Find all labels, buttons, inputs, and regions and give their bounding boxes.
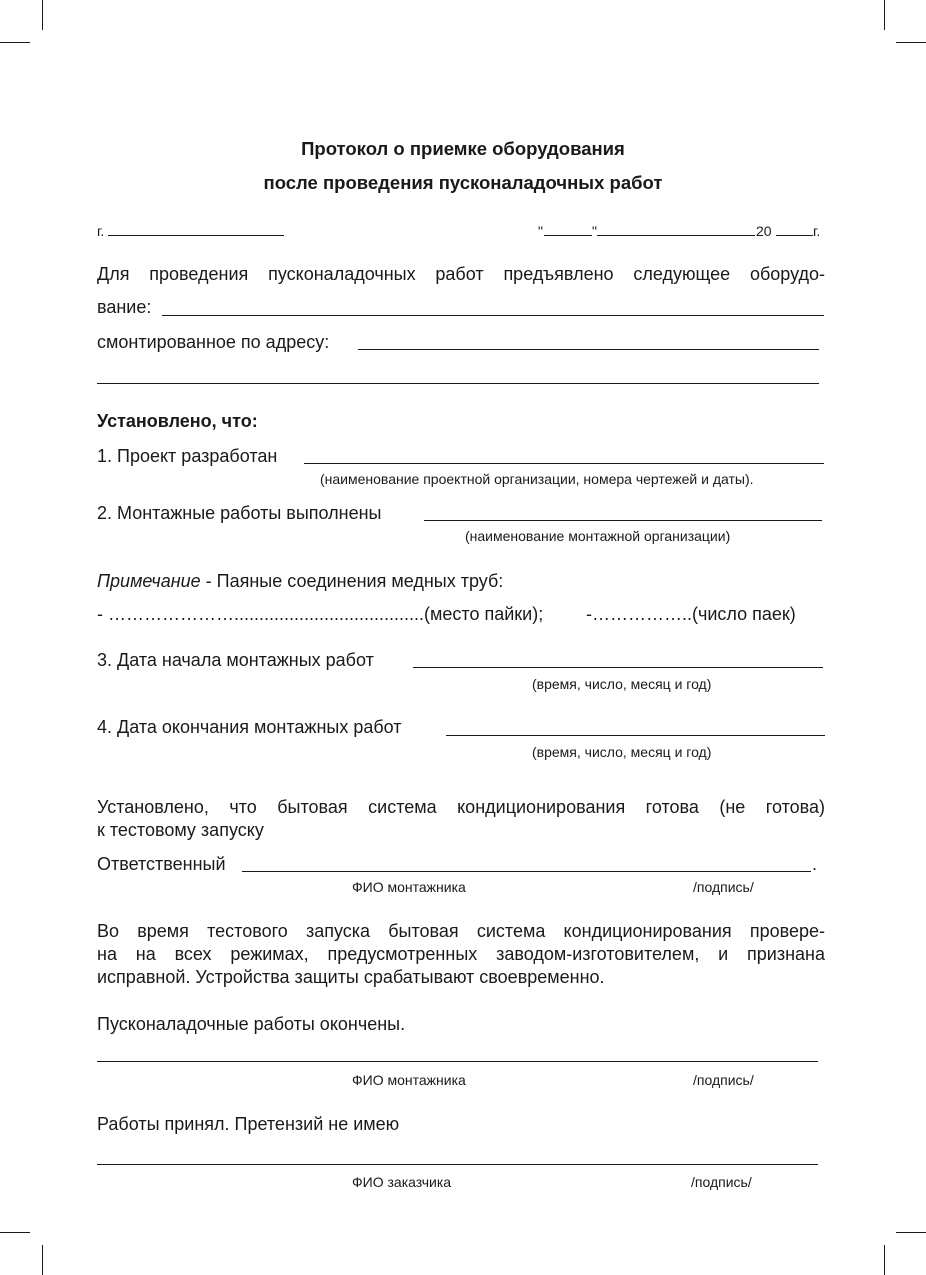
date-open-quote: " (538, 223, 543, 239)
solder-right: -……………..(число паек) (586, 604, 796, 624)
document-title-line2: после проведения пусконаладочных работ (263, 172, 663, 193)
crop-mark-top-right-vertical (884, 0, 885, 30)
responsible-end: . (812, 854, 818, 874)
item1-caption: (наименование проектной организации, номера чертежей и даты). (320, 471, 754, 487)
test-fio-caption: ФИО монтажника (352, 1072, 466, 1088)
start-date-field[interactable] (413, 667, 823, 668)
item3-label: 3. Дата начала монтажных работ (97, 650, 374, 670)
item2-label: 2. Монтажные работы выполнены (97, 503, 382, 523)
crop-mark-bottom-right-vertical (884, 1245, 885, 1275)
year-suffix: г. (813, 223, 821, 239)
crop-mark-bottom-right-horizontal (896, 1232, 926, 1233)
readiness-sign-caption: /подпись/ (693, 879, 754, 895)
end-date-field[interactable] (446, 735, 825, 736)
item4-label: 4. Дата окончания монтажных работ (97, 717, 402, 737)
solder-left: - …………………......................................(место пайки); (97, 604, 544, 624)
year-prefix: 20 (756, 223, 772, 239)
test-line3: исправной. Устройства защиты срабатывают своевременно. (97, 967, 605, 987)
crop-mark-bottom-left-horizontal (0, 1232, 30, 1233)
acceptance-sign-caption: /подпись/ (691, 1174, 752, 1190)
acceptance-fio-caption: ФИО заказчика (352, 1174, 452, 1190)
item4-caption: (время, число, месяц и год) (532, 744, 712, 760)
address-field[interactable] (358, 349, 819, 350)
month-field[interactable] (597, 235, 755, 236)
address-label: смонтированное по адресу: (97, 332, 330, 352)
test-line2: на на всех режимах, предусмотренных заводом-изготовителем, и признана (97, 944, 825, 964)
crop-mark-top-left-horizontal (0, 42, 30, 43)
established-heading: Установлено, что: (97, 411, 258, 431)
test-sign-caption: /подпись/ (693, 1072, 754, 1088)
city-field[interactable] (108, 235, 284, 236)
installer-signature-field[interactable] (97, 1061, 818, 1062)
item1-label: 1. Проект разработан (97, 446, 278, 466)
readiness-line1: Установлено, что бытовая система кондиционирования готова (не готова) (97, 797, 825, 817)
date-close-quote: " (592, 223, 597, 239)
acceptance-text: Работы принял. Претензий не имею (97, 1114, 400, 1134)
crop-mark-top-right-horizontal (896, 42, 926, 43)
crop-mark-bottom-left-vertical (42, 1245, 43, 1275)
finished-text: Пусконаладочные работы окончены. (97, 1014, 406, 1034)
readiness-line2: к тестовому запуску (97, 820, 264, 840)
year-field[interactable] (776, 235, 813, 236)
crop-mark-top-left-vertical (42, 0, 43, 30)
address-field-line2[interactable] (97, 383, 819, 384)
installer-field[interactable] (424, 520, 822, 521)
item3-caption: (время, число, месяц и год) (532, 676, 712, 692)
document-title-line1: Протокол о приемке оборудования (301, 138, 625, 159)
test-line1: Во время тестового запуска бытовая система кондиционирования провере- (97, 921, 825, 941)
equipment-field[interactable] (162, 315, 824, 316)
day-field[interactable] (544, 235, 592, 236)
intro-line1: Для проведения пусконаладочных работ предъявлено следующее оборудо- (97, 264, 825, 284)
note-text: - Паяные соединения медных труб: (200, 571, 504, 591)
project-field[interactable] (304, 463, 824, 464)
note-line (97, 570, 503, 592)
customer-signature-field[interactable] (97, 1164, 818, 1165)
responsible-label: Ответственный (97, 854, 226, 874)
item2-caption: (наименование монтажной организации) (465, 528, 731, 544)
responsible-field[interactable] (242, 871, 811, 872)
readiness-fio-caption: ФИО монтажника (352, 879, 466, 895)
note-italic-label: Примечание (97, 571, 201, 591)
intro-line2: вание: (97, 297, 152, 317)
city-prefix: г. (97, 223, 105, 239)
